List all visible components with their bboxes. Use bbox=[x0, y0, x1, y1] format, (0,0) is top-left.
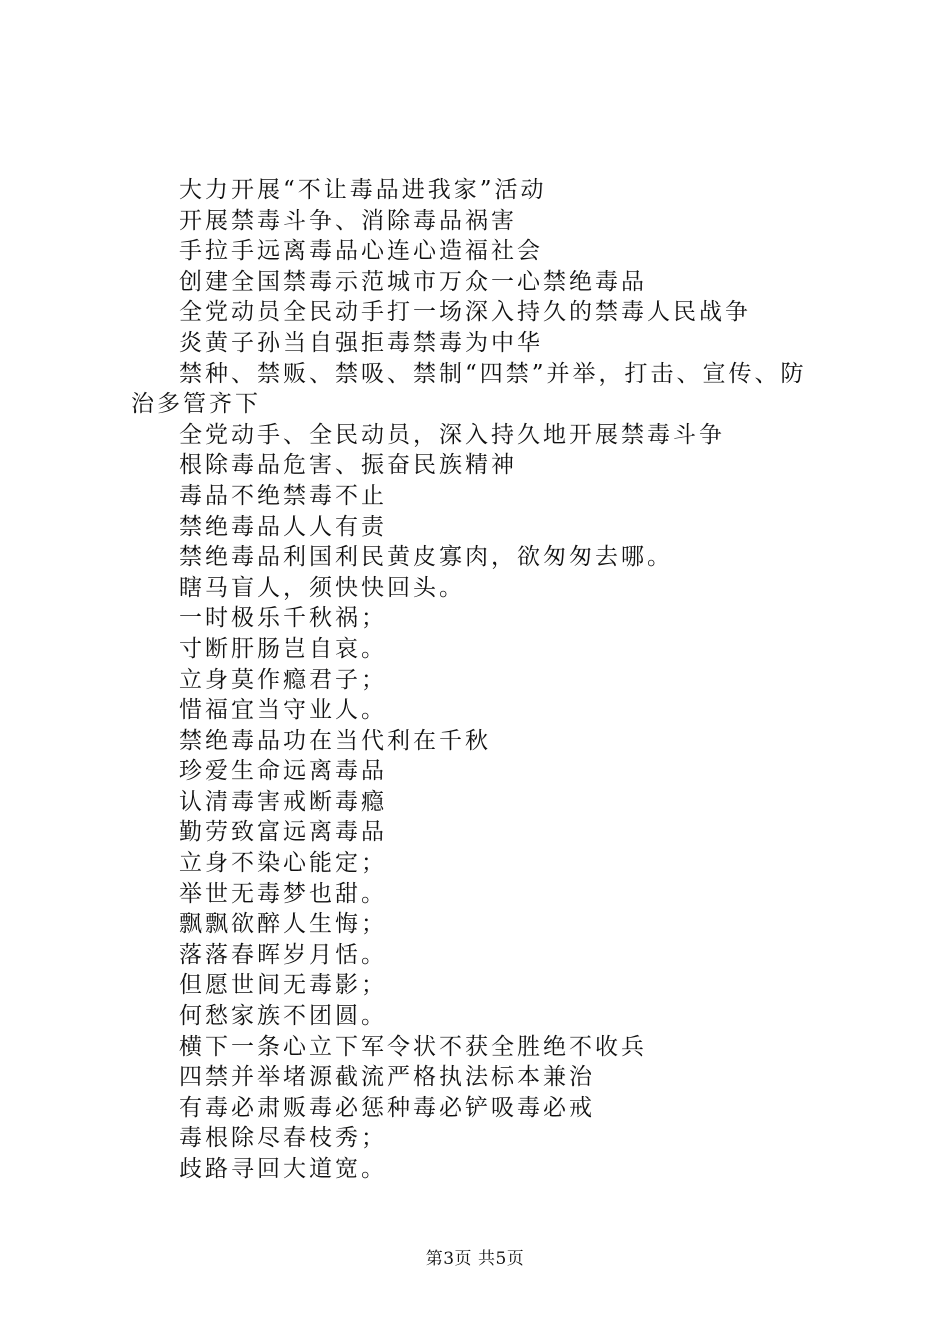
text-line: 禁绝毒品利国利民黄皮寡肉，欲匆匆去哪。 bbox=[179, 544, 673, 571]
text-line: 惜福宜当守业人。 bbox=[179, 697, 387, 724]
text-line: 落落春晖岁月恬。 bbox=[179, 941, 387, 968]
text-line: 大力开展“不让毒品进我家”活动 bbox=[179, 177, 547, 203]
document-body bbox=[131, 175, 831, 1185]
text-line: 禁绝毒品功在当代利在千秋 bbox=[179, 727, 491, 754]
text-line: 四禁并举堵源截流严格执法标本兼治 bbox=[179, 1064, 595, 1091]
text-line: 一时极乐千秋祸； bbox=[179, 605, 387, 632]
text-line: 勤劳致富远离毒品 bbox=[179, 819, 387, 846]
text-line: 但愿世间无毒影； bbox=[179, 972, 387, 999]
page-number-footer: 第3页 共5页 bbox=[425, 1249, 525, 1269]
text-line: 有毒必肃贩毒必惩种毒必铲吸毒必戒 bbox=[179, 1094, 595, 1121]
text-line: 毒根除尽春枝秀； bbox=[179, 1125, 387, 1152]
text-line: 根除毒品危害、振奋民族精神 bbox=[179, 452, 517, 479]
text-line: 认清毒害戒断毒瘾 bbox=[179, 788, 387, 815]
text-line: 手拉手远离毒品心连心造福社会 bbox=[179, 238, 543, 265]
text-line: 开展禁毒斗争、消除毒品祸害 bbox=[179, 207, 517, 234]
text-line: 横下一条心立下军令状不获全胜绝不收兵 bbox=[179, 1033, 647, 1060]
text-line: 毒品不绝禁毒不止 bbox=[179, 482, 387, 509]
text-line: 创建全国禁毒示范城市万众一心禁绝毒品 bbox=[179, 268, 647, 295]
text-line: 何愁家族不团圆。 bbox=[179, 1003, 387, 1030]
text-line: 飘飘欲醉人生悔； bbox=[179, 911, 387, 938]
text-line: 歧路寻回大道宽。 bbox=[179, 1156, 387, 1182]
text-line: 瞎马盲人，须快快回头。 bbox=[179, 574, 465, 601]
text-line: 全党动员全民动手打一场深入持久的禁毒人民战争 bbox=[179, 299, 751, 326]
text-line: 举世无毒梦也甜。 bbox=[179, 880, 387, 907]
text-line: 禁绝毒品人人有责 bbox=[179, 513, 387, 540]
text-line: 禁种、禁贩、禁吸、禁制“四禁”并举，打击、宣传、防治多管齐下 bbox=[131, 360, 807, 418]
text-line: 炎黄子孙当自强拒毒禁毒为中华 bbox=[179, 329, 543, 356]
text-line: 全党动手、全民动员，深入持久地开展禁毒斗争 bbox=[179, 421, 725, 448]
text-line: 珍爱生命远离毒品 bbox=[179, 758, 387, 785]
text-line: 寸断肝肠岂自哀。 bbox=[179, 635, 387, 662]
text-line: 立身不染心能定； bbox=[179, 850, 387, 877]
text-line: 立身莫作瘾君子； bbox=[179, 666, 387, 693]
